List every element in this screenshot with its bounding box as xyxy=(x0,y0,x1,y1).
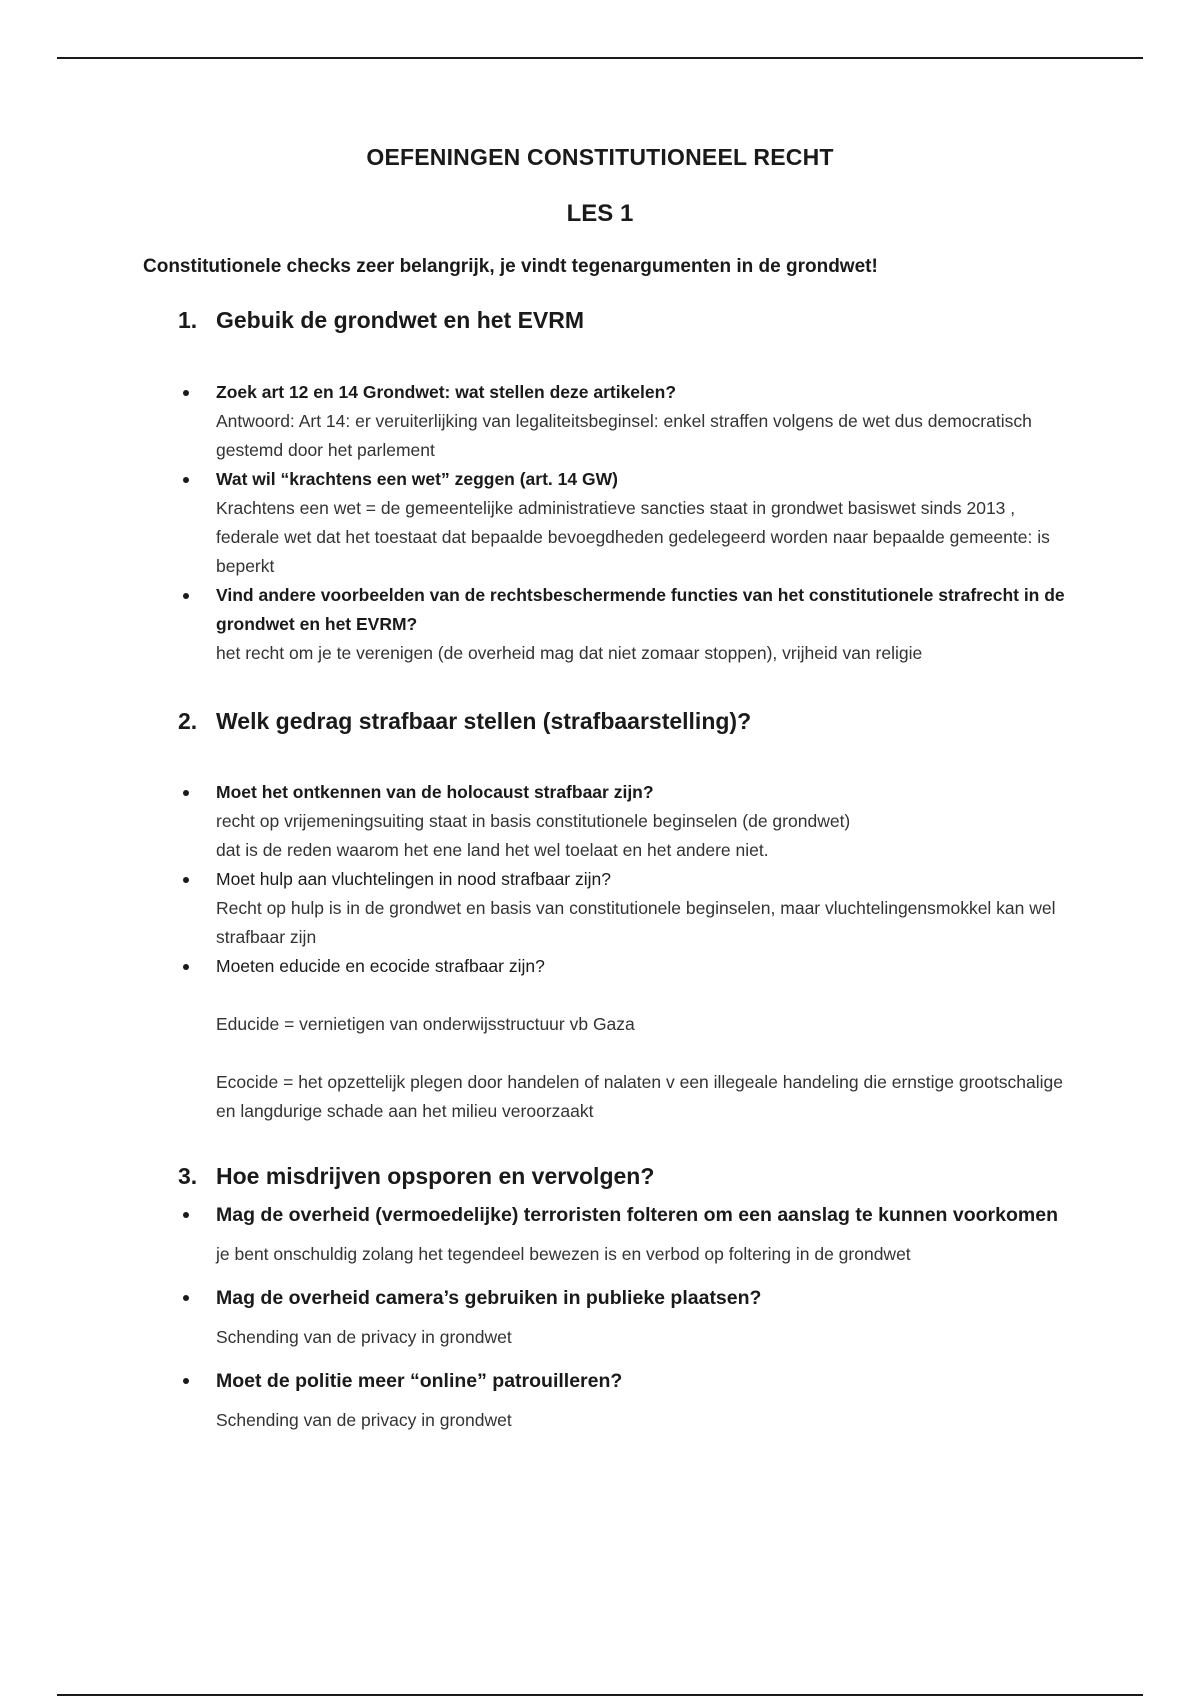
answer: Educide = vernietigen van onderwijsstructuur vb Gaza xyxy=(216,1014,635,1034)
question: Mag de overheid camera’s gebruiken in publieke plaatsen? xyxy=(216,1287,762,1309)
section-title: Gebuik de grondwet en het EVRM xyxy=(216,307,585,333)
list-item xyxy=(178,1366,1078,1435)
list-item xyxy=(178,952,1078,1126)
question: Wat wil “krachtens een wet” zeggen (art. 14 GW) xyxy=(216,469,618,489)
intro-text: Constitutionele checks zeer belangrijk, je vindt tegenargumenten in de grondwet! xyxy=(143,256,878,277)
top-rule xyxy=(57,57,1143,59)
answer: Antwoord: Art 14: er veruiterlijking van legaliteitsbeginsel: enkel straffen volgens de wet dus democratisch gestemd door het parlement xyxy=(216,411,1032,460)
question: Moet de politie meer “online” patrouilleren? xyxy=(216,1370,623,1392)
question: Mag de overheid (vermoedelijke) terroristen folteren om een aanslag te kunnen voorkomen xyxy=(216,1204,1058,1226)
bottom-rule xyxy=(57,1694,1143,1696)
question: Vind andere voorbeelden van de rechtsbeschermende functies van het constitutionele strafrecht in de grondwet en het EVRM? xyxy=(216,585,1065,634)
list-item xyxy=(178,1283,1078,1352)
question: Moet hulp aan vluchtelingen in nood strafbaar zijn? xyxy=(216,869,611,889)
list-item xyxy=(178,778,1078,865)
list-item xyxy=(178,581,1078,668)
answer: Schending van de privacy in grondwet xyxy=(216,1410,512,1430)
list-item xyxy=(178,865,1078,952)
answer: het recht om je te verenigen (de overheid mag dat niet zomaar stoppen), vrijheid van religie xyxy=(216,643,923,663)
section-number: 3. xyxy=(178,1163,198,1189)
answer: dat is de reden waarom het ene land het wel toelaat en het andere niet. xyxy=(216,840,769,860)
question: Moeten educide en ecocide strafbaar zijn? xyxy=(216,956,545,976)
section-3-list xyxy=(178,1200,1078,1443)
answer: Schending van de privacy in grondwet xyxy=(216,1327,512,1347)
section-number: 1. xyxy=(178,307,198,333)
document-subtitle: LES 1 xyxy=(566,200,634,227)
section-number: 2. xyxy=(178,708,198,734)
answer: Recht op hulp is in de grondwet en basis van constitutionele beginselen, maar vluchtelingensmokkel kan wel strafbaar zijn xyxy=(216,898,1056,947)
list-item xyxy=(178,378,1078,465)
section-1-heading xyxy=(178,307,1078,334)
section-1-list xyxy=(178,378,1078,668)
section-title: Hoe misdrijven opsporen en vervolgen? xyxy=(216,1163,655,1189)
question: Moet het ontkennen van de holocaust strafbaar zijn? xyxy=(216,782,654,802)
section-title: Welk gedrag strafbaar stellen (strafbaarstelling)? xyxy=(216,708,752,734)
section-2-heading xyxy=(178,708,1078,735)
document-title: OEFENINGEN CONSTITUTIONEEL RECHT xyxy=(366,144,834,170)
list-item xyxy=(178,1200,1078,1269)
section-3-heading xyxy=(178,1163,1078,1190)
answer: recht op vrijemeningsuiting staat in basis constitutionele beginselen (de grondwet) xyxy=(216,811,851,831)
answer: Krachtens een wet = de gemeentelijke administratieve sancties staat in grondwet basiswet sinds 2013 , federale wet dat het toestaat dat bepaalde bevoegdheden gedelegeerd worden naar bepaalde gemeente: is beperkt xyxy=(216,498,1050,576)
list-item xyxy=(178,465,1078,581)
answer: je bent onschuldig zolang het tegendeel bewezen is en verbod op foltering in de grondwet xyxy=(216,1244,911,1264)
question: Zoek art 12 en 14 Grondwet: wat stellen deze artikelen? xyxy=(216,382,677,402)
answer: Ecocide = het opzettelijk plegen door handelen of nalaten v een illegeale handeling die ernstige grootschalige en langdurige schade aan het milieu veroorzaakt xyxy=(216,1072,1063,1121)
section-2-list xyxy=(178,778,1078,1126)
